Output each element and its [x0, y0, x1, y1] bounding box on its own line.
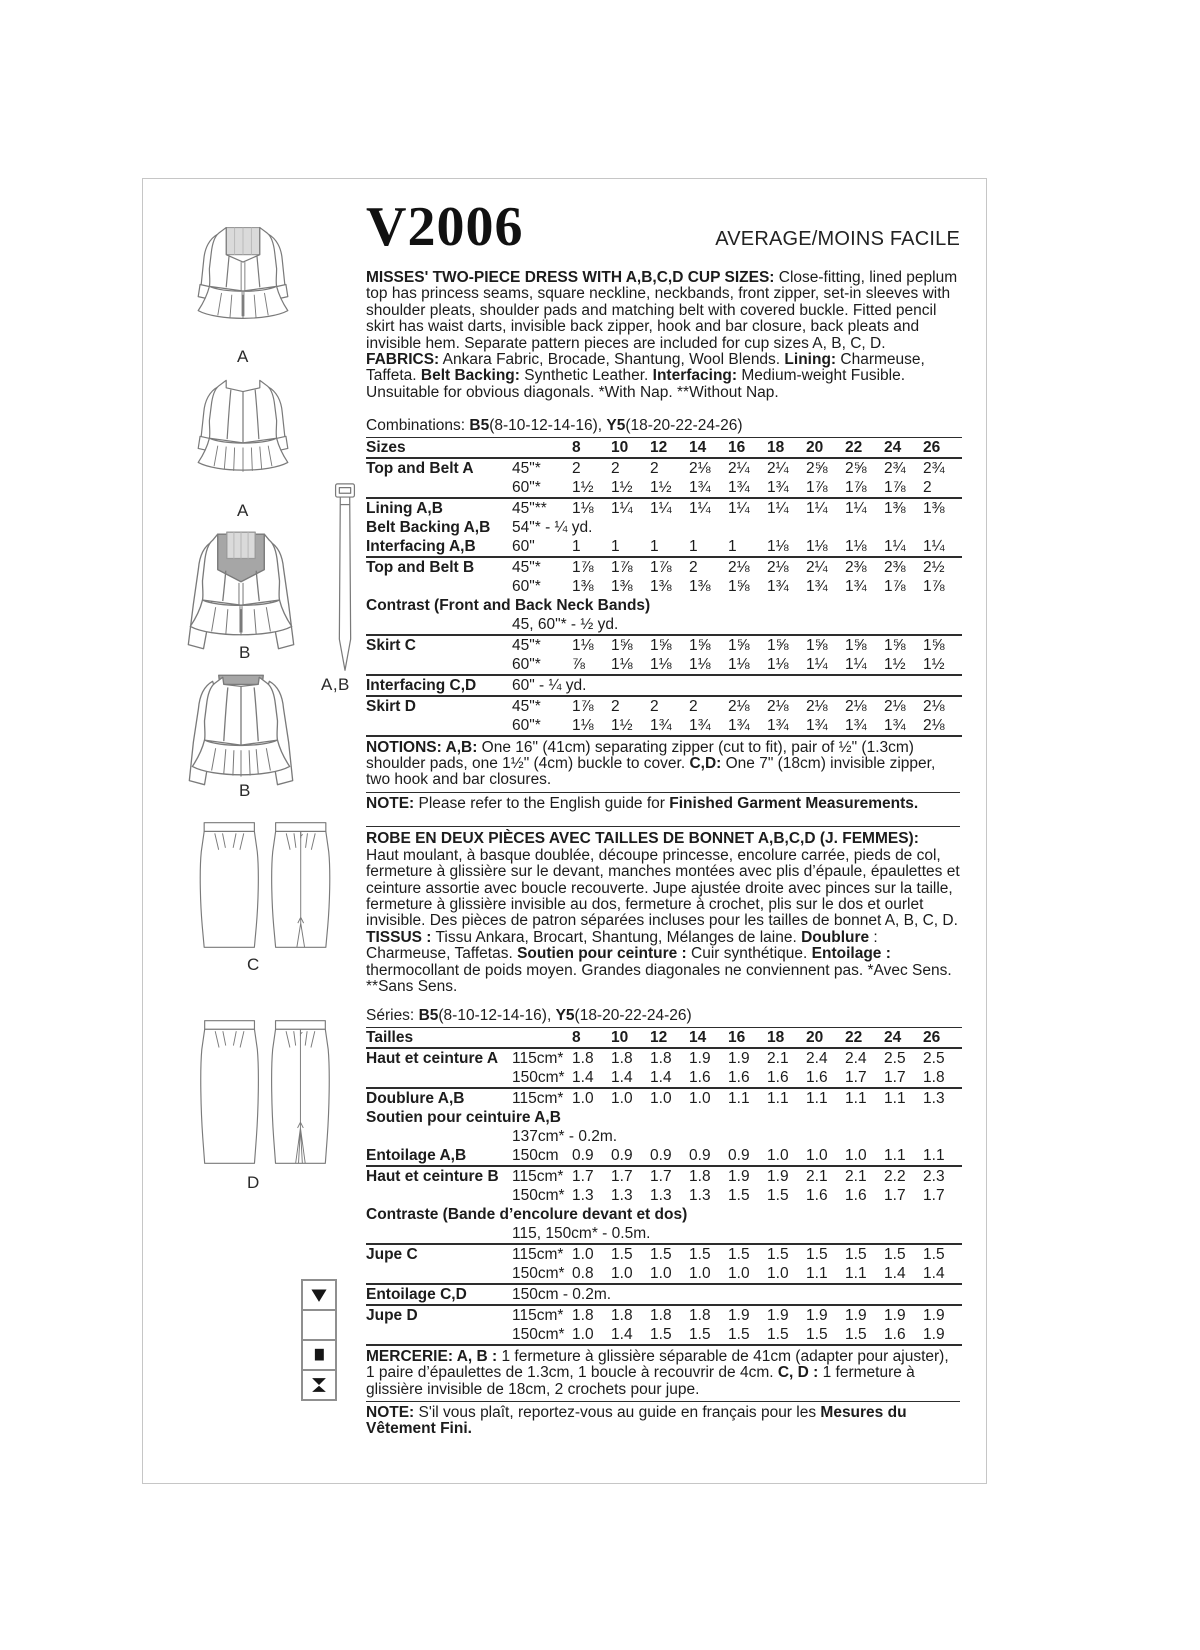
series-line: Séries: B5(8-10-12-14-16), Y5(18-20-22-24-26) [366, 1007, 692, 1025]
table-row: Haut et ceinture B 115cm* 1.7 1.7 1.7 1.8 1.9 1.9 2.1 2.1 2.2 2.3 [366, 1166, 962, 1186]
table-row: 60"* ⅞ 1⅛ 1⅛ 1⅛ 1⅛ 1⅛ 1¼ 1¼ 1½ 1½ [512, 655, 945, 673]
table-row: Interfacing A,B 60" 1 1 1 1 1 1⅛ 1⅛ 1⅛ 1¼ 1¼ [366, 537, 945, 555]
table-row: Skirt C 45"* 1⅛ 1⅝ 1⅝ 1⅝ 1⅝ 1⅝ 1⅝ 1⅝ 1⅝ 1⅝ [366, 635, 962, 655]
table-row: 60"* 1⅜ 1⅜ 1⅜ 1⅜ 1⅝ 1¾ 1¾ 1¾ 1⅞ 1⅞ [512, 577, 945, 595]
table-row: Top and Belt A 45"* 2 2 2 2⅛ 2¼ 2¼ 2⅝ 2⅝ 2¾ 2¾ [366, 459, 945, 477]
table-row: Belt Backing A,B 54"* - ¼ yd. [366, 518, 593, 536]
table-header-row: Sizes 8 10 12 14 16 18 20 22 24 26 [366, 437, 962, 458]
illustration-top-a-front [173, 219, 313, 350]
heading-french: ROBE EN DEUX PIÈCES AVEC TAILLES DE BONNET A,B,C,D (J. FEMMES): [366, 830, 919, 848]
illustration-belt [329, 479, 361, 677]
fabric-suitability-symbols [301, 1281, 337, 1401]
figure-label-b-back: B [239, 781, 251, 800]
pattern-number: V2006 [366, 196, 524, 258]
illustration-top-b-back [165, 667, 317, 799]
divider [366, 1401, 960, 1402]
divider [366, 826, 960, 827]
table-row: Contraste (Bande d’encolure devant et dos) [366, 1205, 688, 1223]
table-row: 150cm* 1.0 1.4 1.5 1.5 1.5 1.5 1.5 1.5 1.6 1.9 [512, 1325, 945, 1343]
table-row: Doublure A,B 115cm* 1.0 1.0 1.0 1.0 1.1 1.1 1.1 1.1 1.1 1.3 [366, 1088, 962, 1108]
description-french: Haut moulant, à basque doublée, découpe princesse, encolure carrée, pieds de col, fermeture à glissière sur le devant, manches montées avec plis d’épaule, épaulettes et ceinture assortie avec boucle recouverte. Jupe ajustée droite avec pinces sur la taille, fermeture à glissière invisible au dos, fermeture à crochet, plis sur le dos et ourlet invisible. Des pièces de patron séparées incluses pour les tailles de bonnet A, B, C, D. TISSUS : Tissu Ankara, Brocart, Shantung, Mélanges de laine. Doublure : Charmeuse, Taffetas. Soutien pour ceinture : Cuir synthétique. Entoilage : thermocollant de poids moyen. Grandes diagonales ne conviennent pas. *Avec Sens. **Sans Sens. [366, 846, 960, 995]
table-row: Haut et ceinture A 115cm* 1.8 1.8 1.8 1.9 1.9 2.1 2.4 2.4 2.5 2.5 [366, 1049, 945, 1067]
note-english: NOTE: Please refer to the English guide for Finished Garment Measurements. [366, 794, 919, 812]
mercerie-paragraph: MERCERIE: A, B : 1 fermeture à glissière séparable de 41cm (adapter pour ajuster), 1 paire d’épaulettes de 1.3cm, 1 boucle à recouvrir de 4cm. C, D : 1 fermeture à glissière invisible de 18cm, 2 crochets pour jupe. [366, 1347, 949, 1398]
figure-label-b-front: B [239, 643, 251, 662]
table-row: Jupe C 115cm* 1.0 1.5 1.5 1.5 1.5 1.5 1.5 1.5 1.5 1.5 [366, 1244, 962, 1264]
table-row: 115, 150cm* - 0.5m. [512, 1224, 651, 1242]
figure-label-skirt-d: D [247, 1173, 260, 1192]
yardage-table-imperial [366, 437, 962, 737]
table-row: Soutien pour ceintuire A,B [366, 1108, 561, 1126]
illustration-skirt-c [185, 815, 345, 955]
table-row: Entoilage A,B 150cm 0.9 0.9 0.9 0.9 0.9 1.0 1.0 1.0 1.1 1.1 [366, 1146, 945, 1164]
table-row: 150cm* 1.3 1.3 1.3 1.3 1.5 1.5 1.6 1.6 1.7 1.7 [512, 1186, 945, 1204]
text-column [366, 193, 960, 1438]
square-icon [301, 1339, 337, 1371]
table-row: Top and Belt B 45"* 1⅞ 1⅞ 1⅞ 2 2⅛ 2⅛ 2¼ 2⅜ 2⅜ 2½ [366, 557, 962, 577]
illustration-skirt-d [185, 1013, 345, 1171]
table-row: Lining A,B 45"** 1⅛ 1¼ 1¼ 1¼ 1¼ 1¼ 1¼ 1¼ 1⅜ 1⅜ [366, 498, 962, 518]
divider [366, 792, 960, 793]
table-row: Skirt D 45"* 1⅞ 2 2 2 2⅛ 2⅛ 2⅛ 2⅛ 2⅛ 2⅛ [366, 696, 962, 716]
table-row: Interfacing C,D 60" - ¼ yd. [366, 675, 962, 696]
note-french: NOTE: S'il vous plaît, reportez-vous au guide en français pour les Mesures du Vêtement Fini. [366, 1403, 907, 1438]
description-english: MISSES' TWO-PIECE DRESS WITH A,B,C,D CUP SIZES: Close-fitting, lined peplum top has princess seams, square neckline, neckbands, front zipper, set-in sleeves with shoulder pleats, shoulder pads and matching belt with covered buckle. Fitted pencil skirt has waist darts, invisible back zipper, hook and bar closure, back pleats and invisible hem. Separate pattern pieces are included for cup sizes A, B, C, D. FABRICS: Ankara Fabric, Brocade, Shantung, Wool Blends. Lining: Charmeuse, Taffeta. Belt Backing: Synthetic Leather. Interfacing: Medium-weight Fusible. Unsuitable for obvious diagonals. *With Nap. **Without Nap. [366, 269, 958, 401]
figure-label-skirt-c: C [247, 955, 260, 974]
triangle-down-icon [301, 1279, 337, 1311]
table-row: 150cm* 0.8 1.0 1.0 1.0 1.0 1.0 1.1 1.1 1.4 1.4 [512, 1264, 945, 1282]
header-row [366, 196, 960, 258]
table-row: Jupe D 115cm* 1.8 1.8 1.8 1.8 1.9 1.9 1.9 1.9 1.9 1.9 [366, 1305, 962, 1325]
difficulty-rating: AVERAGE/MOINS FACILE [715, 228, 960, 250]
table-row: 60"* 1⅛ 1½ 1¾ 1¾ 1¾ 1¾ 1¾ 1¾ 1¾ 2⅛ [512, 716, 945, 734]
figure-label-belt: A,B [321, 675, 350, 694]
figure-label-a-back: A [237, 501, 249, 520]
table-row: 60"* 1½ 1½ 1½ 1¾ 1¾ 1¾ 1⅞ 1⅞ 1⅞ 2 [512, 478, 932, 496]
envelope-page [142, 178, 987, 1484]
table-row: 150cm* 1.4 1.4 1.4 1.6 1.6 1.6 1.6 1.7 1.7 1.8 [512, 1068, 945, 1086]
figure-label-a-front: A [237, 347, 249, 366]
table-header-row: Tailles 8 10 12 14 16 18 20 22 24 26 [366, 1027, 962, 1048]
blank-swatch [301, 1309, 337, 1341]
illustration-top-a-back [173, 371, 313, 497]
table-row: 137cm* - 0.2m. [512, 1127, 618, 1145]
combinations-line: Combinations: B5(8-10-12-14-16), Y5(18-20-22-24-26) [366, 417, 743, 435]
notions-paragraph: NOTIONS: A,B: One 16" (41cm) separating zipper (cut to fit), pair of ½" (1.3cm) shoulder pads, one 1½" (4cm) buckle to cover. C,D: One 7" (18cm) invisible zipper, two hook and bar closures. [366, 738, 936, 789]
table-row: 45, 60"* - ½ yd. [512, 615, 619, 633]
hourglass-icon [301, 1369, 337, 1401]
yardage-table-metric [366, 1027, 962, 1346]
table-row: Entoilage C,D 150cm - 0.2m. [366, 1284, 962, 1305]
table-row: Contrast (Front and Back Neck Bands) [366, 596, 651, 614]
